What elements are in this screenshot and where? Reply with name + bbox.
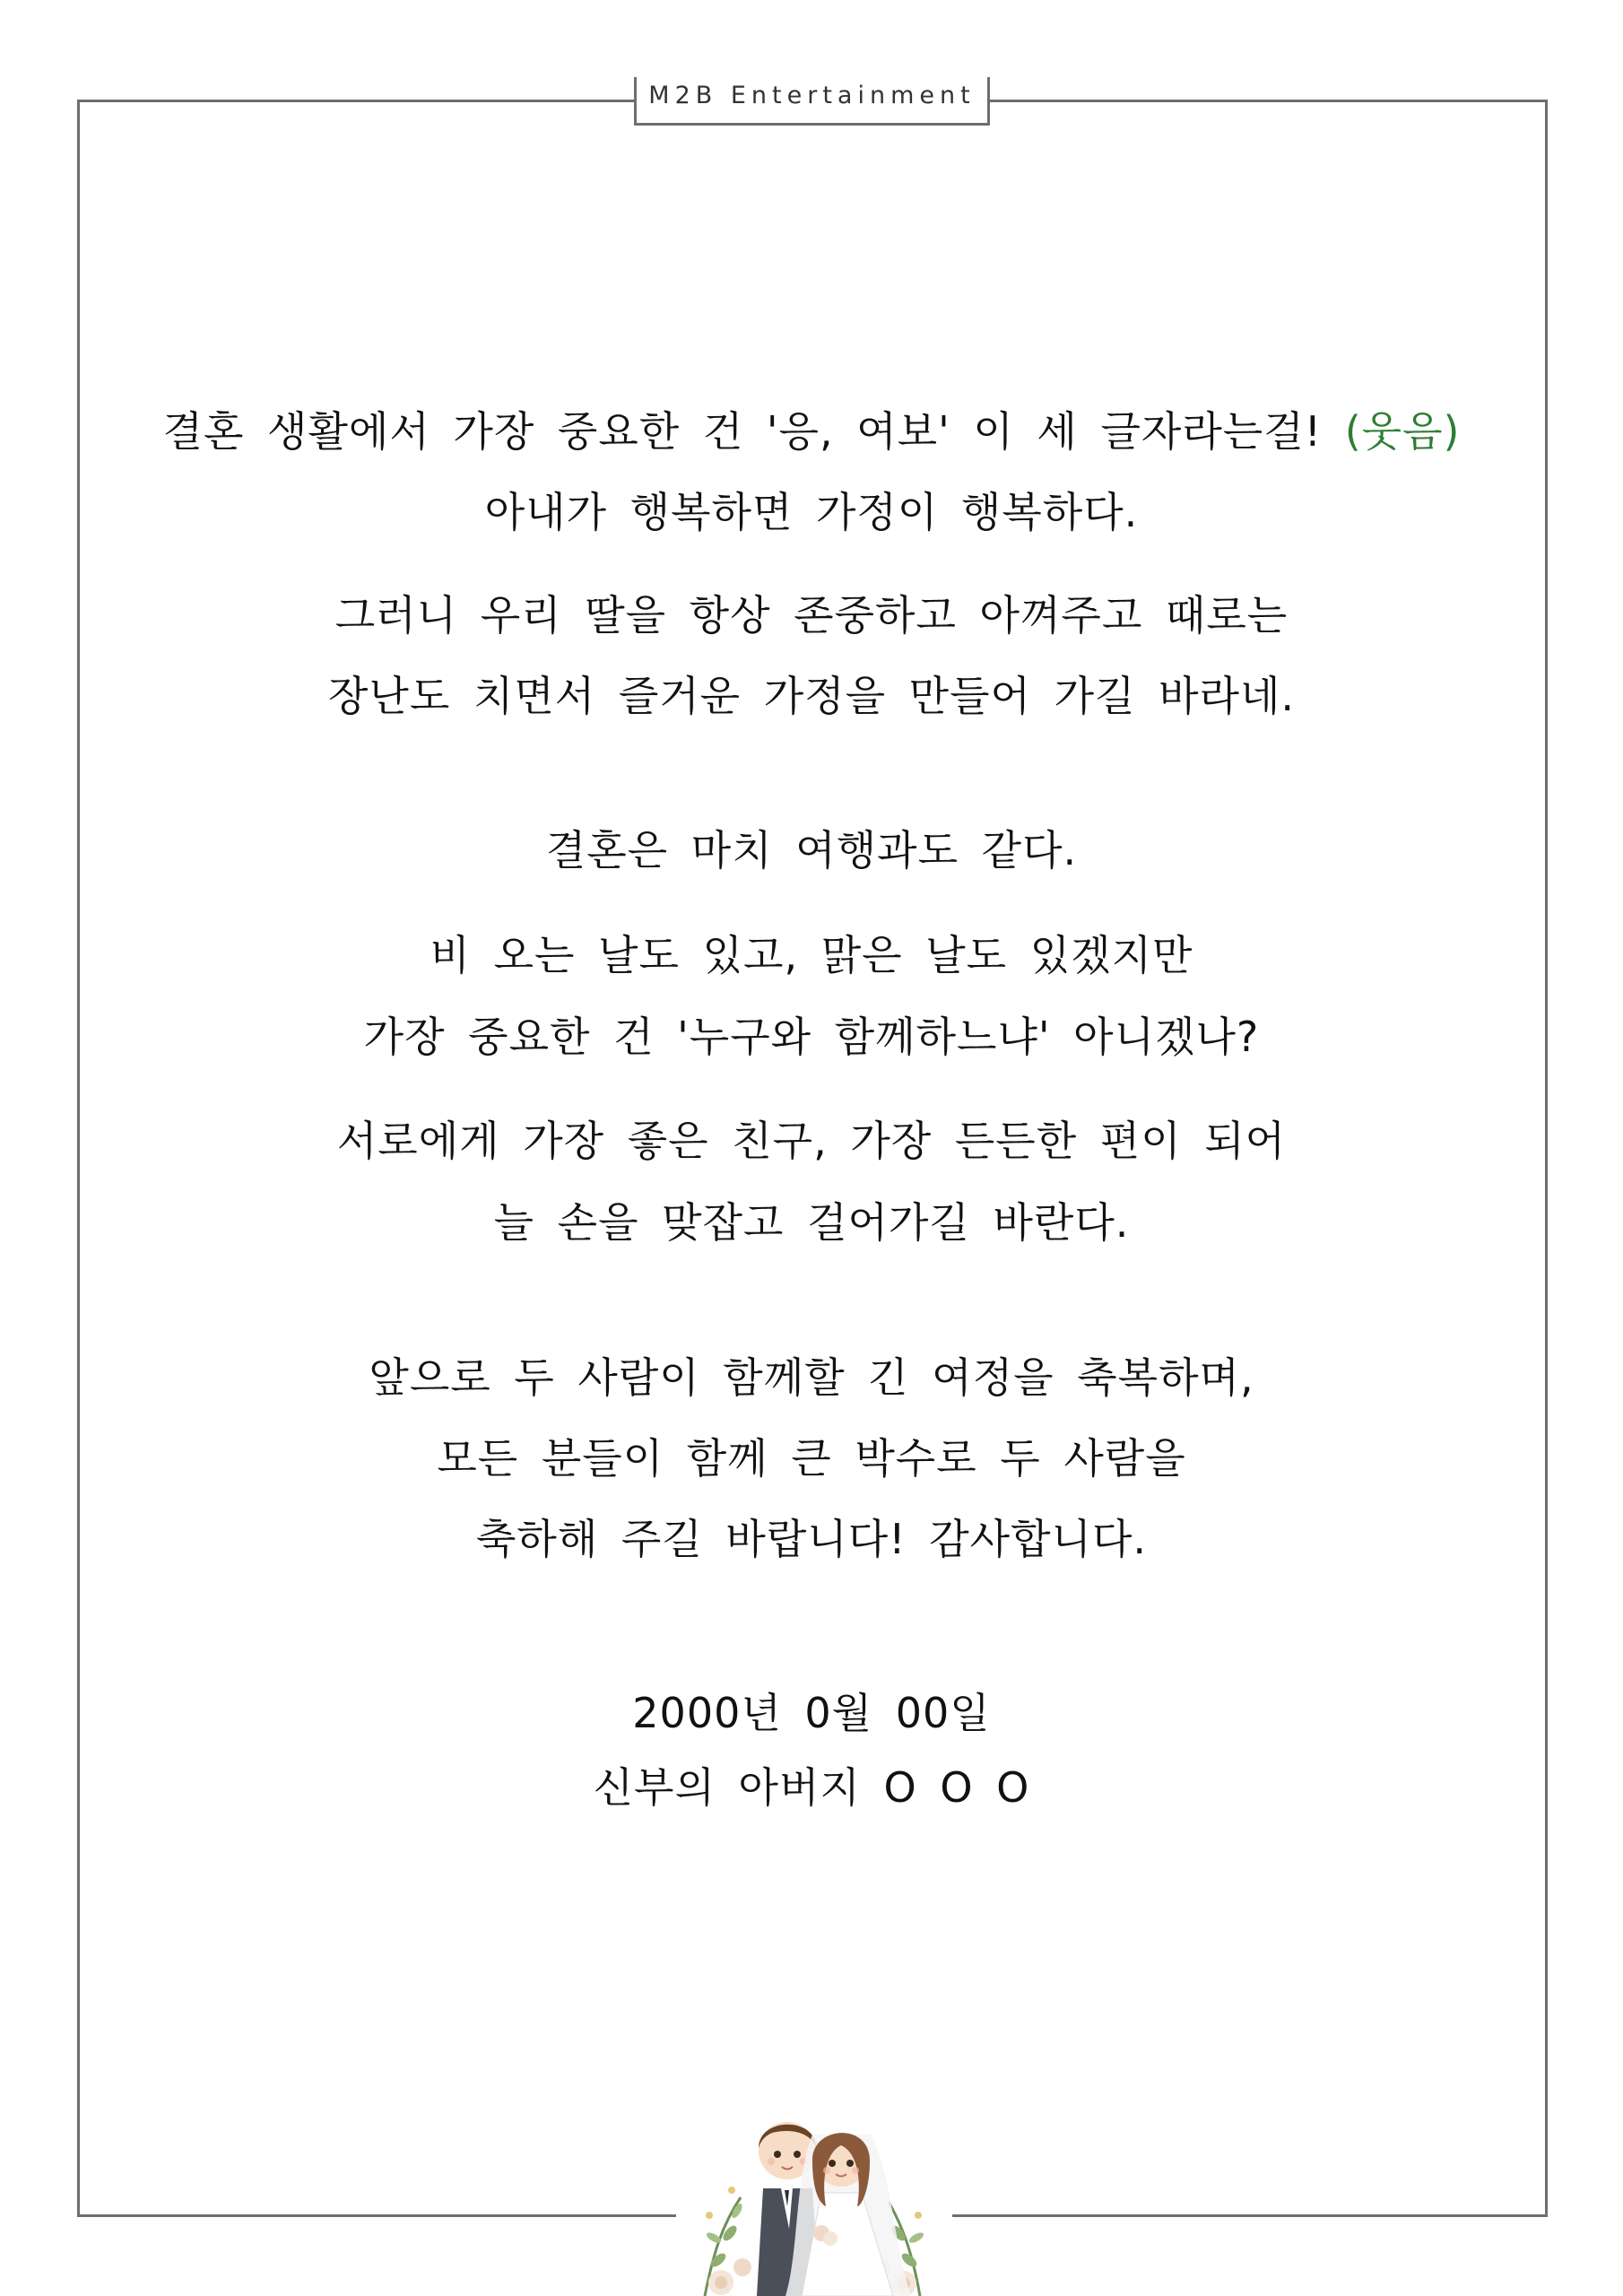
letter-line-6: 비 오는 날도 있고, 맑은 날도 있겠지만 [430, 931, 1193, 979]
brand-name: M2B Entertainment [648, 82, 976, 109]
letter-line-10: 앞으로 두 사람이 함께할 긴 여정을 축복하며, [369, 1353, 1254, 1402]
letter-line-7: 가장 중요한 건 '누구와 함께하느냐' 아니겠나? [363, 1013, 1260, 1061]
letter-line-2: 아내가 행복하면 가정이 행복하다. [484, 488, 1139, 536]
letter-line-3: 그러니 우리 딸을 항상 존중하고 아껴주고 때로는 [334, 591, 1289, 639]
letter-line-5: 결혼은 마치 여행과도 같다. [545, 826, 1078, 874]
brand-tab [634, 77, 990, 126]
wedding-couple-illustration [678, 2072, 947, 2296]
letter-line-12: 축하해 주길 바랍니다! 감사합니다. [475, 1515, 1148, 1563]
frame-bottom-right [952, 2214, 1548, 2217]
signature-date: 2000년 0월 00일 [632, 1689, 991, 1737]
signature-signer: 신부의 아버지 O O O [593, 1763, 1030, 1812]
letter-line-11: 모든 분들이 함께 큰 박수로 두 사람을 [437, 1434, 1186, 1483]
frame-bottom-left [77, 2214, 676, 2217]
laugh-note: (웃음) [1344, 407, 1461, 456]
left-foliage [705, 2187, 751, 2296]
letter-line-4: 장난도 치면서 즐거운 가정을 만들어 가길 바라네. [327, 672, 1296, 720]
letter-line-9: 늘 손을 맞잡고 걸어가길 바란다. [493, 1198, 1130, 1247]
letter-line-8: 서로에게 가장 좋은 친구, 가장 든든한 편이 되어 [336, 1117, 1287, 1165]
letter-line-1-text: 결혼 생활에서 가장 중요한 건 '응, 여보' 이 세 글자라는걸! [162, 407, 1323, 456]
letter-line-1 [0, 404, 1623, 458]
